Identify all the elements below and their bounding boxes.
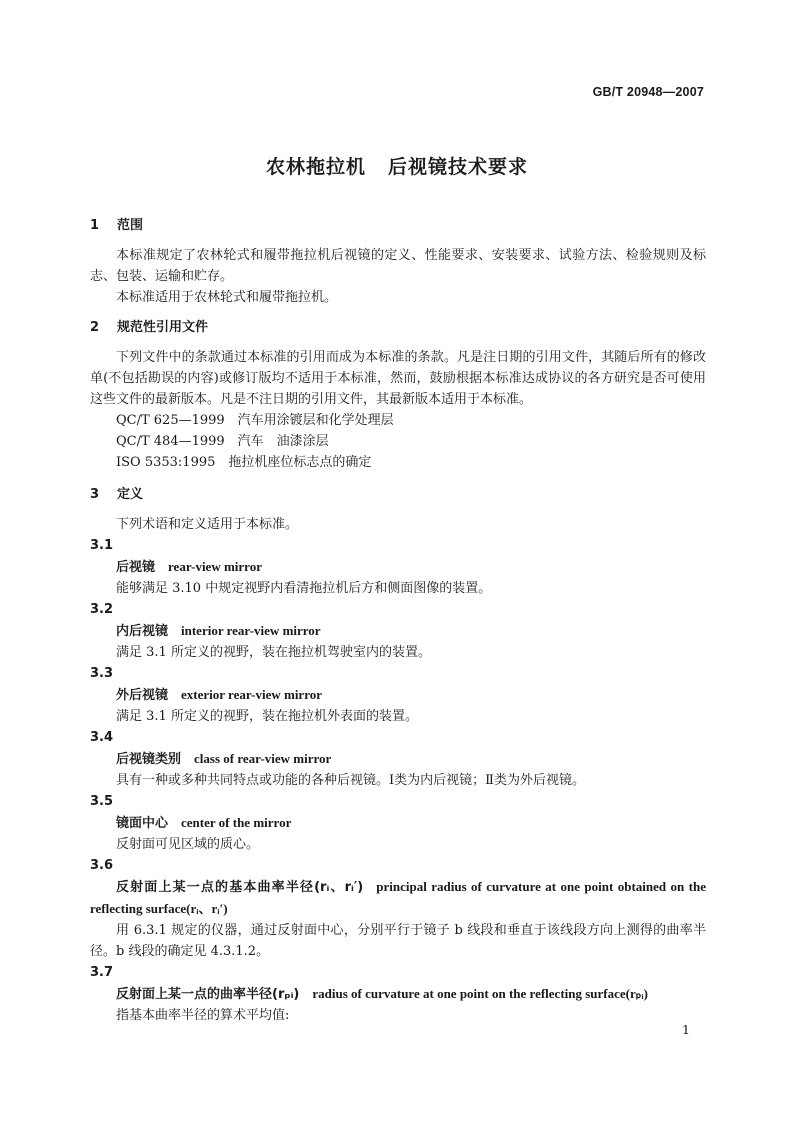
clause-number: 3.4	[90, 730, 114, 745]
term-en: radius of curvature at one point on the reflecting surface(rₚᵢ)	[312, 986, 648, 1001]
term-zh: 后视镜	[116, 560, 156, 575]
clause-number: 3.6	[90, 858, 114, 873]
definitions-intro: 下列术语和定义适用于本标准。	[116, 517, 299, 532]
clause-number: 3.2	[90, 602, 114, 617]
term-en: principal radius of curvature at one point obtained on the reflecting surface(rᵢ、rᵢ′)	[90, 879, 706, 916]
section-title: 范围	[117, 218, 144, 233]
term-en: interior rear-view mirror	[181, 623, 321, 638]
section-number: 3	[90, 487, 100, 502]
section-heading-scope	[90, 215, 706, 236]
term-definition: 满足 3.1 所定义的视野，装在拖拉机外表面的装置。	[116, 709, 418, 724]
section-number: 2	[90, 320, 100, 335]
term-definition: 反射面可见区域的质心。	[116, 837, 260, 852]
page-number: 1	[682, 1022, 690, 1037]
term-definition: 指基本曲率半径的算术平均值:	[116, 1008, 290, 1023]
term-heading	[90, 983, 706, 1005]
section-heading-normative-references	[90, 317, 706, 338]
term-heading	[90, 812, 706, 834]
term-heading	[90, 684, 706, 706]
term-zh: 镜面中心	[116, 816, 169, 831]
reference-item: ISO 5353:1995 拖拉机座位标志点的确定	[116, 455, 372, 470]
section-title: 定义	[117, 487, 144, 502]
section-number: 1	[90, 218, 100, 233]
term-zh: 后视镜类别	[116, 752, 182, 767]
term-definition: 具有一种或多种共同特点或功能的各种后视镜。Ⅰ类为内后视镜；Ⅱ类为外后视镜。	[116, 773, 585, 788]
term-heading	[90, 556, 706, 578]
clause-number: 3.7	[90, 965, 114, 980]
title-part-2: 后视镜技术要求	[388, 156, 529, 178]
document-title	[0, 152, 794, 179]
scope-paragraph-1: 本标准规定了农林轮式和履带拖拉机后视镜的定义、性能要求、安装要求、试验方法、检验规则及标志、包装、运输和贮存。	[90, 248, 706, 284]
term-zh: 内后视镜	[116, 624, 169, 639]
title-part-1: 农林拖拉机	[265, 156, 366, 178]
term-zh: 反射面上某一点的基本曲率半径(rᵢ、rᵢ′)	[116, 880, 364, 895]
section-heading-definitions	[90, 484, 706, 505]
term-heading	[90, 620, 706, 642]
reference-item: QC/T 625—1999 汽车用涂镀层和化学处理层	[116, 413, 394, 428]
term-en: class of rear-view mirror	[194, 751, 332, 766]
document-body	[90, 215, 706, 1026]
clause-number: 3.1	[90, 538, 114, 553]
term-en: rear-view mirror	[168, 559, 262, 574]
term-en: center of the mirror	[181, 815, 292, 830]
section-title: 规范性引用文件	[117, 320, 209, 335]
scope-paragraph-2: 本标准适用于农林轮式和履带拖拉机。	[116, 290, 338, 305]
term-definition: 能够满足 3.10 中规定视野内看清拖拉机后方和侧面图像的装置。	[116, 581, 492, 596]
term-en: exterior rear-view mirror	[181, 687, 323, 702]
term-definition: 满足 3.1 所定义的视野，装在拖拉机驾驶室内的装置。	[116, 645, 431, 660]
term-zh: 外后视镜	[116, 688, 169, 703]
clause-number: 3.5	[90, 794, 114, 809]
term-zh: 反射面上某一点的曲率半径(rₚᵢ)	[116, 987, 300, 1002]
term-heading	[90, 876, 706, 920]
term-heading	[90, 748, 706, 770]
standard-code: GB/T 20948—2007	[592, 85, 704, 99]
term-definition: 用 6.3.1 规定的仪器，通过反射面中心，分别平行于镜子 b 线段和垂直于该线段方向上测得的曲率半径。b 线段的确定见 4.3.1.2。	[90, 923, 706, 959]
references-paragraph: 下列文件中的条款通过本标准的引用而成为本标准的条款。凡是注日期的引用文件，其随后所有的修改单(不包括勘误的内容)或修订版均不适用于本标准，然而，鼓励根据本标准达成协议的各方研究是否可使用这些文件的最新版本。凡是不注日期的引用文件，其最新版本适用于本标准。	[90, 350, 706, 407]
clause-number: 3.3	[90, 666, 114, 681]
reference-item: QC/T 484—1999 汽车 油漆涂层	[116, 434, 329, 449]
